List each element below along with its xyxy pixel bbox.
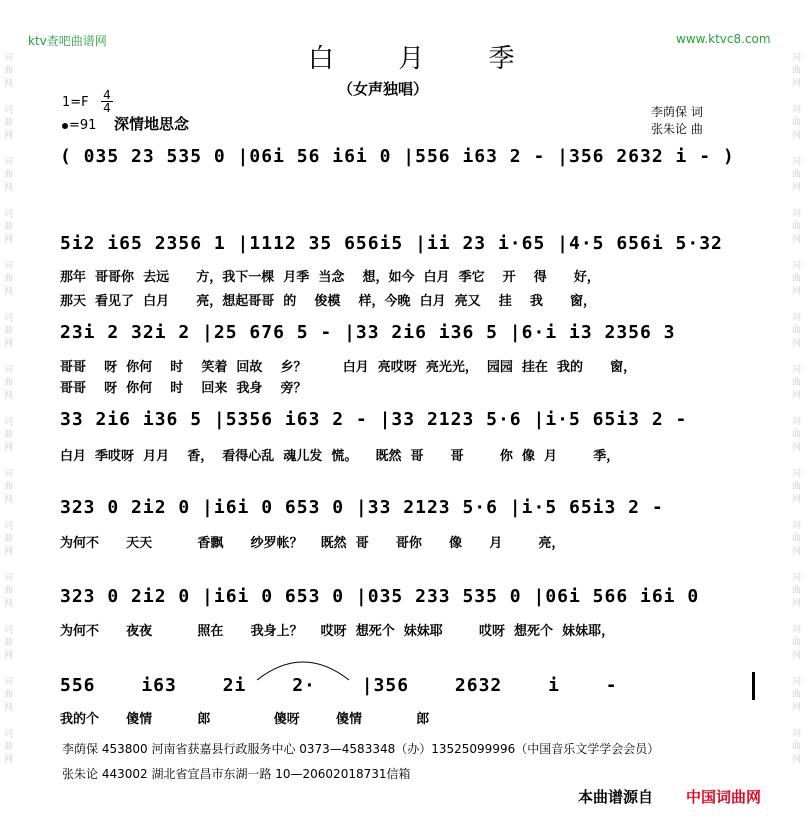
watermark-right: 词曲网 词曲网 词曲网 词曲网 词曲网 词曲网 词曲网 词曲网 词曲网 词曲网 词曲网 词曲网 词曲网 词曲网 — [792, 53, 802, 765]
tempo-marking — [62, 118, 96, 133]
notation-line: 23i 2 32i 2 |25 676 5 - |33 2i6 i36 5 |6·i i3 2356 3 — [60, 322, 676, 343]
song-title: 白 月 季 — [308, 44, 543, 74]
score-row-4 — [60, 409, 760, 439]
expression-marking: 深情地思念 — [114, 115, 190, 133]
tempo-value: =91 — [69, 118, 97, 133]
watermark-left: 词曲网 词曲网 词曲网 词曲网 词曲网 词曲网 词曲网 词曲网 词曲网 词曲网 词曲网 词曲网 词曲网 词曲网 — [4, 53, 14, 765]
composer-credit: 张朱论 曲 — [651, 122, 703, 136]
notation-line: 556 i63 2i 2· |356 2632 i - — [60, 675, 618, 696]
source-label: 本曲谱源自 — [578, 788, 654, 806]
time-top: 4 — [103, 88, 111, 102]
lyricist-credit: 李荫保 词 — [651, 105, 703, 119]
lyrics-verse-2: 哥哥 呀 你何 时 回来 我身 旁？ — [60, 381, 307, 396]
source-site-link[interactable]: 中国词曲网 — [686, 788, 762, 806]
score-row-2 — [60, 233, 760, 263]
lyrics-verse-1: 我的个 傻情 郎 傻呀 傻情 郎 — [60, 712, 430, 727]
lyrics-verse-1: 那年 哥哥你 去远 方，我下一棵 月季 当念 想，如今 白月 季它 开 得 好， — [60, 270, 600, 285]
lyrics-verse-1: 哥哥 呀 你何 时 笑着 回故 乡？ 白月 亮哎呀 亮光光， 园园 挂在 我的 窗， — [60, 360, 637, 375]
notation-line: ( 035 23 535 0 |06i 56 i6i 0 |556 i63 2 - |356 2632 i - ) — [60, 146, 735, 167]
score-row-5 — [60, 497, 760, 527]
quarter-note-icon — [62, 123, 68, 129]
time-signature — [101, 89, 113, 114]
score-row-6 — [60, 586, 760, 616]
notation-line: 5i2 i65 2356 1 |1112 35 656i5 |ii 23 i·65 |4·5 656i 5·32 — [60, 233, 723, 254]
composer-contact: 张朱论 443002 湖北省宜昌市东湖一路 10—20602018731信箱 — [62, 767, 411, 781]
lyrics-verse-1: 为何不 天天 香飘 纱罗帐？ 既然 哥 哥你 像 月 亮， — [60, 536, 565, 551]
lyrics-verse-1: 白月 季哎呀 月月 香， 看得心乱 魂儿发 慌。 既然 哥 哥 你 像 月 季， — [60, 449, 620, 464]
score-row-7 — [60, 675, 760, 705]
score-row-1 — [60, 146, 760, 176]
song-subtitle: （女声独唱） — [338, 80, 429, 98]
site-url-right: www.ktvc8.com — [676, 32, 771, 46]
lyrics-verse-1: 为何不 夜夜 照在 我身上？ 哎呀 想死个 妹妹耶 哎呀 想死个 妹妹耶， — [60, 624, 615, 639]
time-bottom: 4 — [101, 101, 113, 114]
notation-line: 323 0 2i2 0 |i6i 0 653 0 |33 2123 5·6 |i·5 65i3 2 - — [60, 497, 664, 518]
final-barline — [752, 672, 755, 700]
notation-line: 33 2i6 i36 5 |5356 i63 2 - |33 2123 5·6 |i·5 65i3 2 - — [60, 409, 688, 430]
site-name-left: ktv查吧曲谱网 — [28, 34, 107, 48]
lyrics-verse-2: 那天 看见了 白月 亮，想起哥哥 的 俊模 样，今晚 白月 亮又 挂 我 窗， — [60, 294, 596, 309]
score-row-3 — [60, 322, 760, 352]
key-signature: 1=F — [62, 95, 89, 110]
lyricist-contact: 李荫保 453800 河南省获嘉县行政服务中心 0373—4583348（办）13525099996（中国音乐文学学会会员） — [62, 742, 660, 756]
notation-line: 323 0 2i2 0 |i6i 0 653 0 |035 233 535 0 |06i 566 i6i 0 — [60, 586, 700, 607]
